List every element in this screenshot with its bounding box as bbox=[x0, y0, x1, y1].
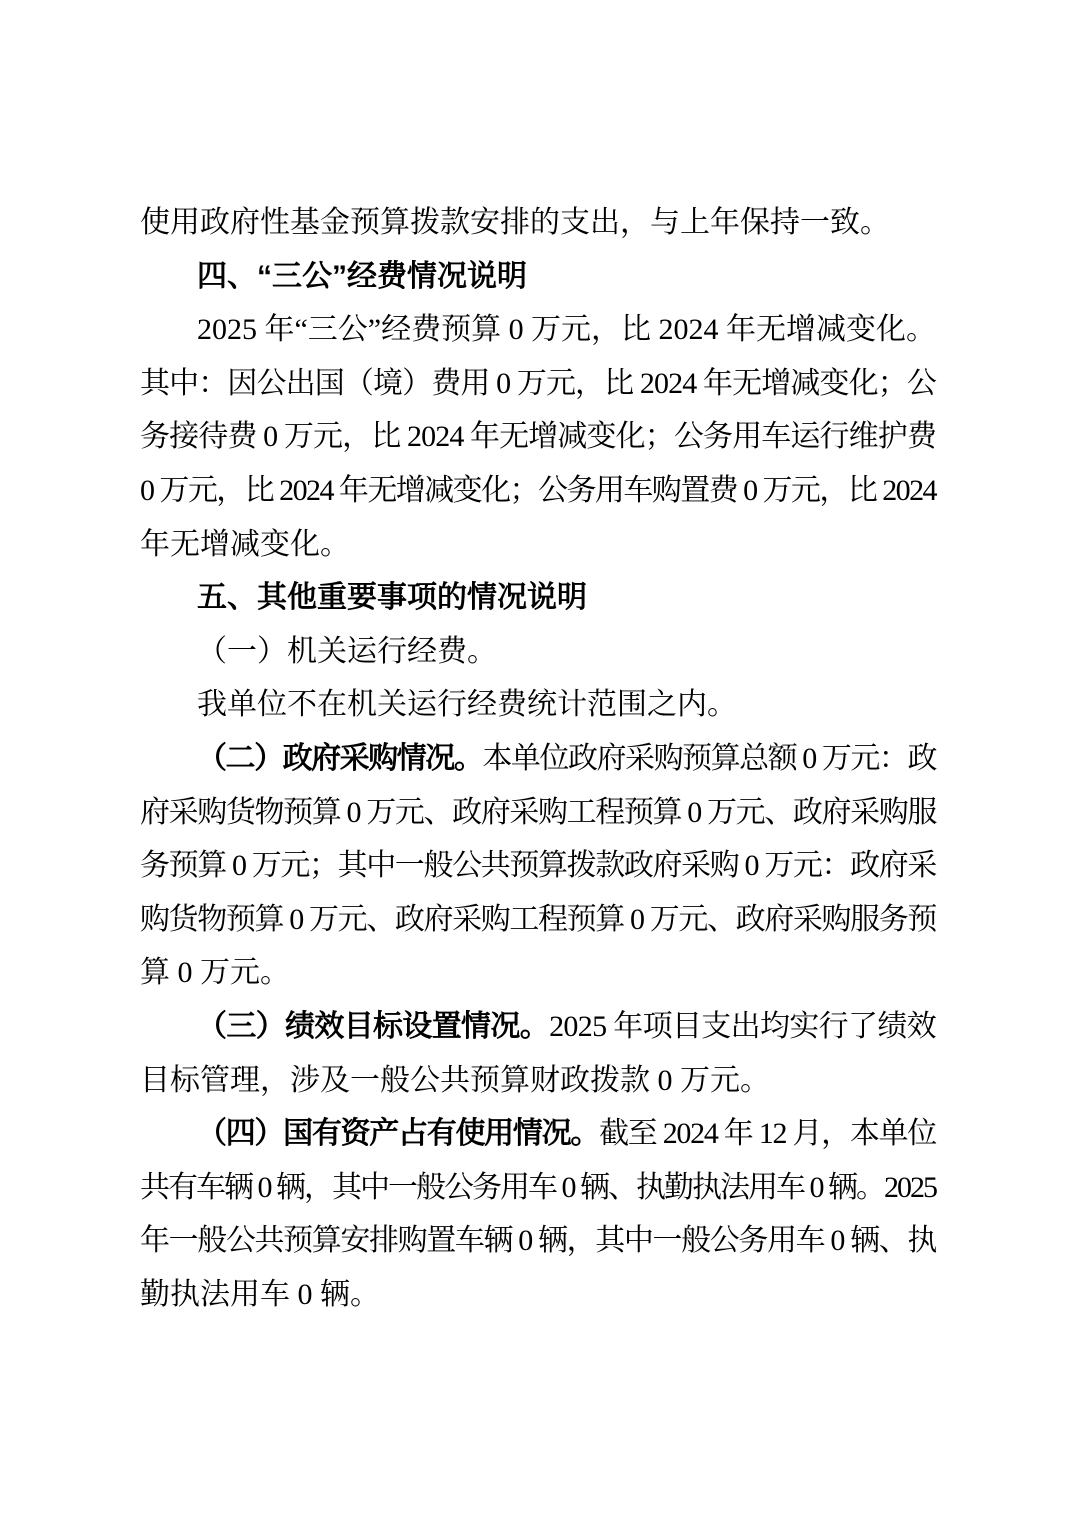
text-line bbox=[140, 1000, 936, 1054]
paragraph-lead: （四）国有资产占有使用情况。 bbox=[197, 1117, 600, 1151]
paragraph-text: 截至 2024 年 12 月，本单位 bbox=[599, 1117, 936, 1151]
text-line: 2025 年“三公”经费预算 0 万元，比 2024 年无增减变化。 bbox=[197, 313, 936, 347]
text-line: 目标管理，涉及一般公共预算财政拨款 0 万元。 bbox=[140, 1063, 770, 1097]
text-line: （一）机关运行经费。 bbox=[197, 634, 497, 668]
paragraph-lead: （三）绩效目标设置情况。 bbox=[197, 1009, 550, 1043]
paragraph-text: 2025 年项目支出均实行了绩效 bbox=[549, 1009, 937, 1043]
text-line: 0 万元，比 2024 年无增减变化；公务用车购置费 0 万元，比 2024 bbox=[140, 473, 936, 507]
text-line: 务预算 0 万元；其中一般公共预算拨款政府采购 0 万元：政府采 bbox=[140, 849, 936, 883]
text-line bbox=[140, 732, 936, 786]
text-line bbox=[140, 1107, 936, 1161]
section-heading: 四、“三公”经费情况说明 bbox=[197, 259, 527, 293]
text-line: 年一般公共预算安排购置车辆 0 辆，其中一般公务用车 0 辆、执 bbox=[140, 1224, 936, 1258]
text-line: 年无增减变化。 bbox=[140, 527, 350, 561]
text-line: 共有车辆 0 辆，其中一般公务用车 0 辆、执勤执法用车 0 辆。2025 bbox=[140, 1170, 936, 1204]
text-line: 算 0 万元。 bbox=[140, 956, 290, 990]
text-line: 勤执法用车 0 辆。 bbox=[140, 1277, 380, 1311]
text-line: 购货物预算 0 万元、政府采购工程预算 0 万元、政府采购服务预 bbox=[140, 902, 936, 936]
text-line: 我单位不在机关运行经费统计范围之内。 bbox=[197, 688, 737, 722]
text-line: 府采购货物预算 0 万元、政府采购工程预算 0 万元、政府采购服 bbox=[140, 795, 936, 829]
paragraph-text: 本单位政府采购预算总额 0 万元：政 bbox=[482, 741, 937, 775]
text-line: 务接待费 0 万元，比 2024 年无增减变化；公务用车运行维护费 bbox=[140, 420, 936, 454]
paragraph-lead: （二）政府采购情况。 bbox=[197, 741, 483, 775]
document-body bbox=[140, 196, 936, 1321]
text-line: 其中：因公出国（境）费用 0 万元，比 2024 年无增减变化；公 bbox=[140, 366, 936, 400]
section-heading: 五、其他重要事项的情况说明 bbox=[197, 581, 587, 615]
text-line: 使用政府性基金预算拨款安排的支出，与上年保持一致。 bbox=[140, 206, 890, 239]
